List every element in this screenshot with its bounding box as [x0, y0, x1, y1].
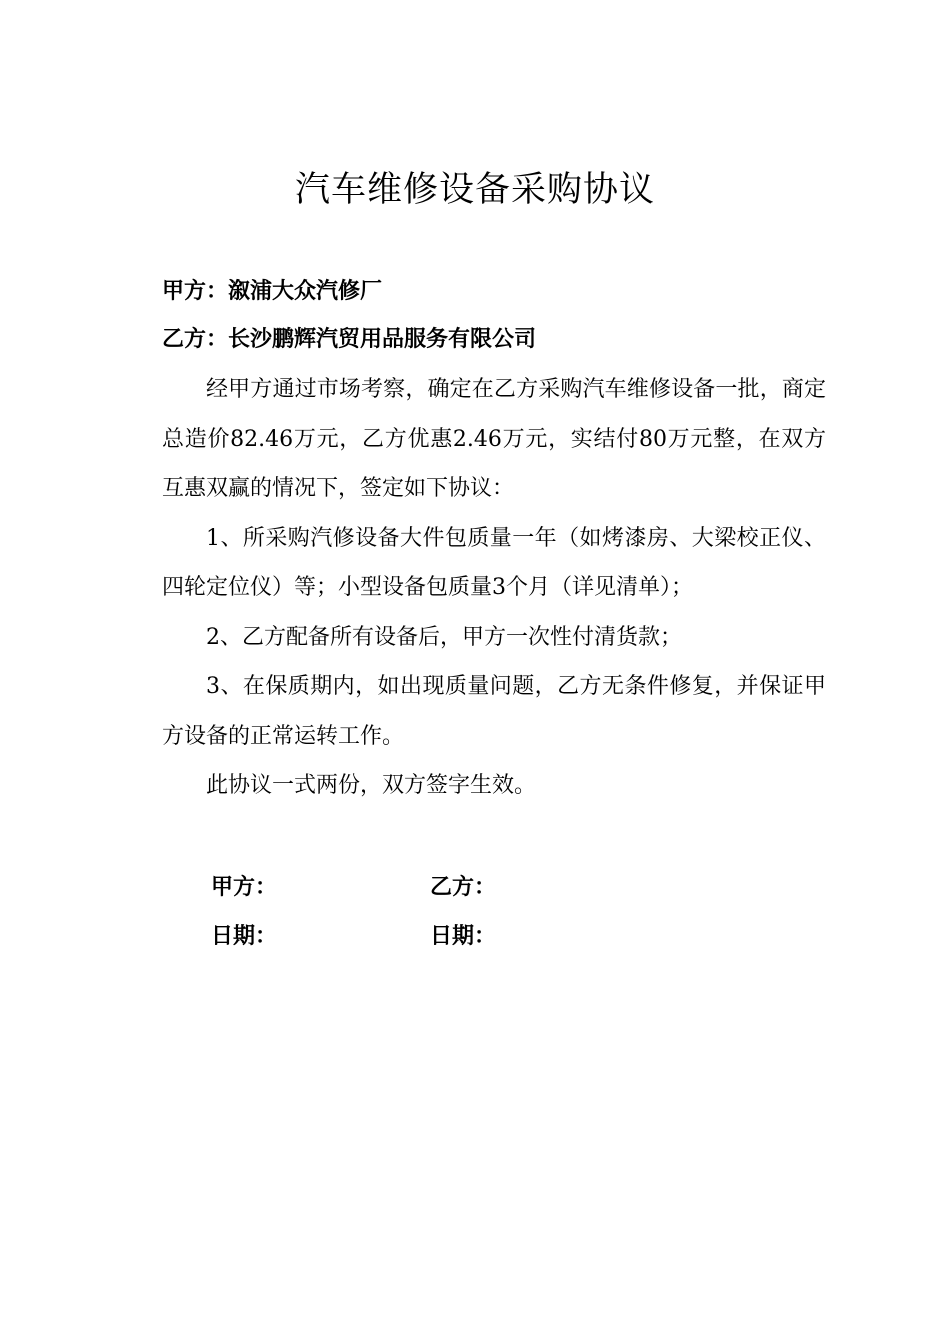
signature-party-a-label: 甲方：	[211, 875, 278, 900]
intro-paragraph: 经甲方通过市场考察，确定在乙方采购汽车维修设备一批，商定总造价82.46万元，乙方优惠2.46万元，实结付80万元整，在双方互惠双赢的情况下，签定如下协议：	[162, 377, 826, 501]
clause-3: 3、在保质期内，如出现质量问题，乙方无条件修复，并保证甲方设备的正常运转工作。	[162, 674, 826, 749]
party-b-line: 乙方：长沙鹏辉汽贸用品服务有限公司	[162, 327, 537, 352]
closing-paragraph: 此协议一式两份，双方签字生效。	[206, 773, 537, 798]
date-party-b-label: 日期：	[430, 924, 497, 949]
party-a-line: 甲方：溆浦大众汽修厂	[162, 279, 383, 304]
agreement-body	[162, 365, 826, 811]
document-title: 汽车维修设备采购协议	[294, 170, 655, 210]
date-party-a-label: 日期：	[211, 924, 278, 949]
signature-party-b-label: 乙方：	[430, 875, 497, 900]
clause-2: 2、乙方配备所有设备后，甲方一次性付清货款；	[206, 624, 682, 650]
clause-1: 1、所采购汽修设备大件包质量一年（如烤漆房、大梁校正仪、四轮定位仪）等；小型设备包质量3个月（详见清单）；	[162, 525, 826, 600]
